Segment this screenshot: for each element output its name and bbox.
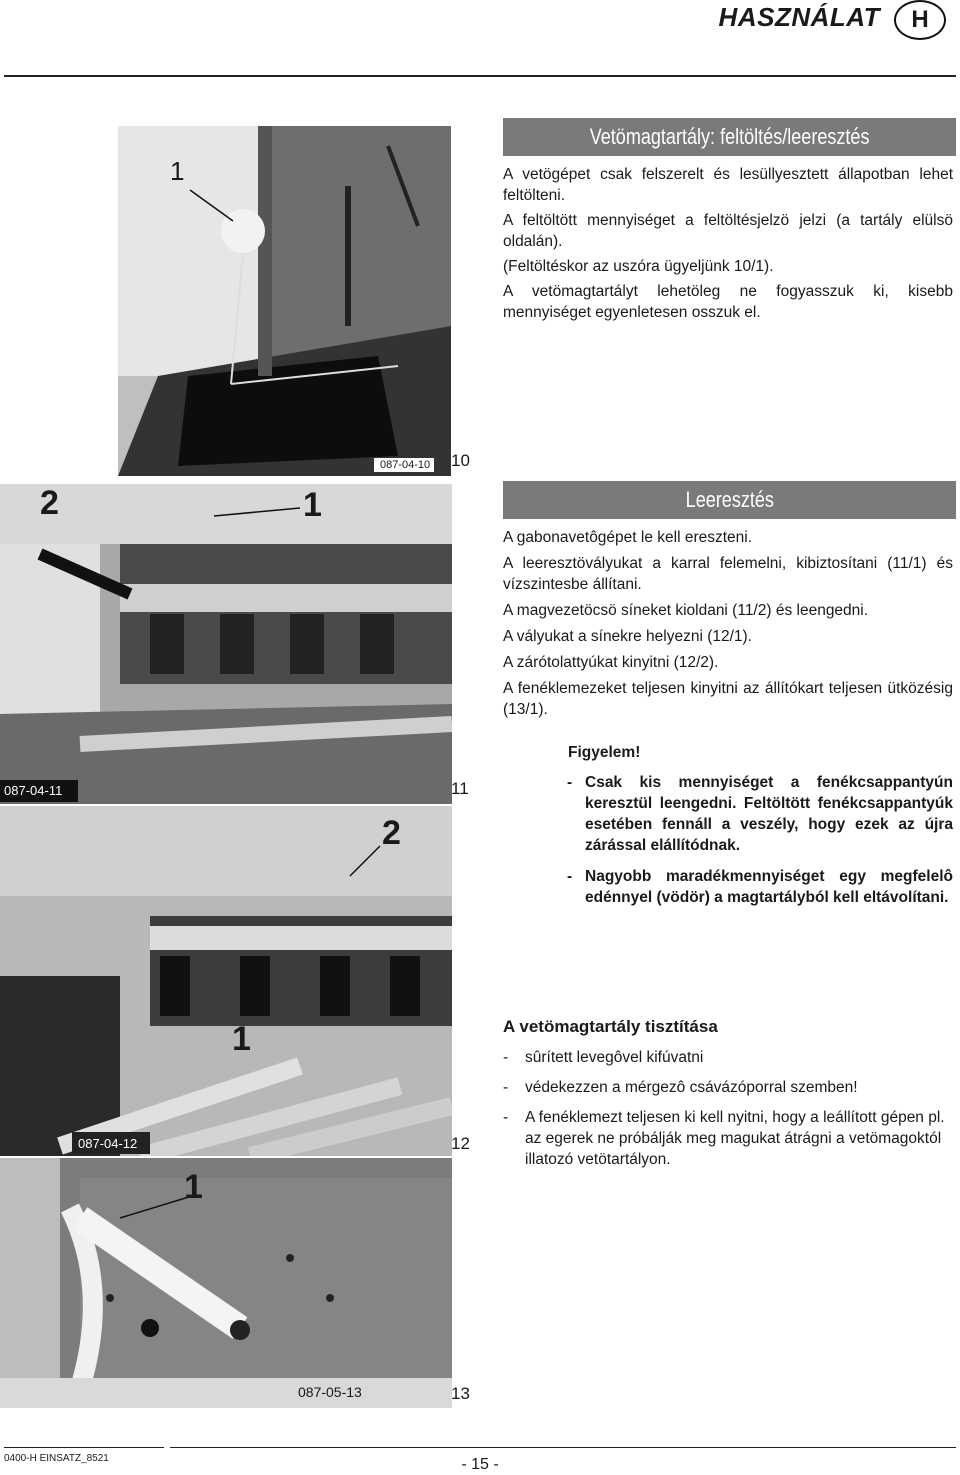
drain-paragraph: A fenéklemezeket teljesen kinyitni az állítókart teljesen ütközésig (13/1). [503,680,953,718]
cleaning-item-text: A fenéklemezt teljesen ki kell nyitni, hogy a leállított gépen pl. az egerek ne próbálják meg magukat átrágni a vetömagoktól illatozó vetötartályon. [525,1109,945,1168]
footer-page-number: - 15 - [461,1456,499,1473]
photo-figure-13 [0,1158,452,1408]
warning-item-text: Csak kis mennyiséget a fenékcsappantyún keresztül leengedni. Feltöltött fenékcsappantyúk esetében fennáll a veszély, hogy ezek az újra zárással elállítódnak. [585,774,953,854]
section-title-drain: Leeresztés [685,487,774,512]
fill-paragraph: A vetömagtartályt lehetöleg ne fogyasszuk ki, kisebb mennyiséget egyenletesen osszuk el. [503,283,953,321]
drain-paragraph: A vályukat a sínekre helyezni (12/1). [503,628,752,645]
figure-12-number: 12 [451,1134,470,1153]
photo-figure-12 [0,806,452,1156]
drain-paragraph: A gabonavetôgépet le kell ereszteni. [503,529,753,546]
drain-paragraph: A zárótolattyúkat kinyitni (12/2). [503,654,719,671]
figure-12-code: 087-04-12 [78,1136,138,1151]
figure-12-illustration [0,806,452,1156]
warning-box [568,744,953,914]
figure-13-number: 13 [451,1384,470,1403]
figure-10-illustration [118,126,451,476]
cleaning-dash: - [503,1049,509,1066]
cleaning-item [503,1077,955,1098]
drain-paragraph: A leeresztövályukat a karral felemelni, kibiztosítani (11/1) és vízszintesbe állítani. [503,555,953,593]
warning-item [567,772,953,856]
fill-paragraph: A feltöltött mennyiséget a feltöltésjelzö jelzi (a tartály elülsö oldalán). [503,212,953,250]
warning-dash: - [567,868,573,885]
cleaning-section [503,1017,955,1179]
header-title: HASZNÁLAT [718,2,880,32]
figure-11-callout-1: 1 [303,486,322,524]
cleaning-dash: - [503,1109,509,1126]
footer-rule-left [4,1447,164,1448]
cleaning-title: A vetömagtartály tisztítása [503,1017,718,1036]
section-fill-text [503,164,953,327]
cleaning-item [503,1107,955,1170]
fill-paragraph: (Feltöltéskor az uszóra ügyeljünk 10/1). [503,258,774,275]
figure-12-callout-2: 2 [382,814,401,852]
section-title-fill: Vetömagtartály: feltöltés/leeresztés [589,124,870,149]
figure-10-callout-1: 1 [170,156,185,186]
figure-13-code: 087-05-13 [298,1384,362,1400]
photo-figure-10 [118,126,451,476]
warning-item [567,866,953,908]
section-bar-fill [503,118,956,156]
figure-13-illustration [0,1158,452,1408]
cleaning-item-text: sûrített levegôvel kifúvatni [525,1049,704,1066]
figure-12-callout-1: 1 [232,1020,251,1058]
figure-11-code: 087-04-11 [4,783,63,798]
figure-10-number: 10 [451,451,470,470]
header-rule [4,75,956,77]
figure-11-illustration [0,484,452,804]
warning-title: Figyelem! [568,744,641,761]
photo-figure-11 [0,484,452,804]
footer-rule-right [170,1447,956,1448]
figure-10-code: 087-04-10 [380,459,431,471]
figure-11-number: 11 [451,779,469,798]
warning-dash: - [567,774,573,791]
footer-document-code: 0400-H EINSATZ_8521 [4,1453,109,1464]
cleaning-item [503,1047,955,1068]
cleaning-item-text: védekezzen a mérgezô csávázóporral szemben! [525,1079,858,1096]
warning-item-text: Nagyobb maradékmennyiséget egy megfelelô edénnyel (vödör) a magtartályból kell eltávolítani. [585,868,953,906]
fill-paragraph: A vetögépet csak felszerelt és lesüllyesztett állapotban lehet feltölteni. [503,166,953,204]
figure-13-callout-1: 1 [184,1168,203,1206]
language-badge: H [894,0,946,40]
drain-paragraph: A magvezetöcsö síneket kioldani (11/2) és leengedni. [503,602,869,619]
section-bar-drain [503,481,956,519]
figure-11-callout-2: 2 [40,484,59,522]
cleaning-dash: - [503,1079,509,1096]
section-drain-text [503,527,953,725]
